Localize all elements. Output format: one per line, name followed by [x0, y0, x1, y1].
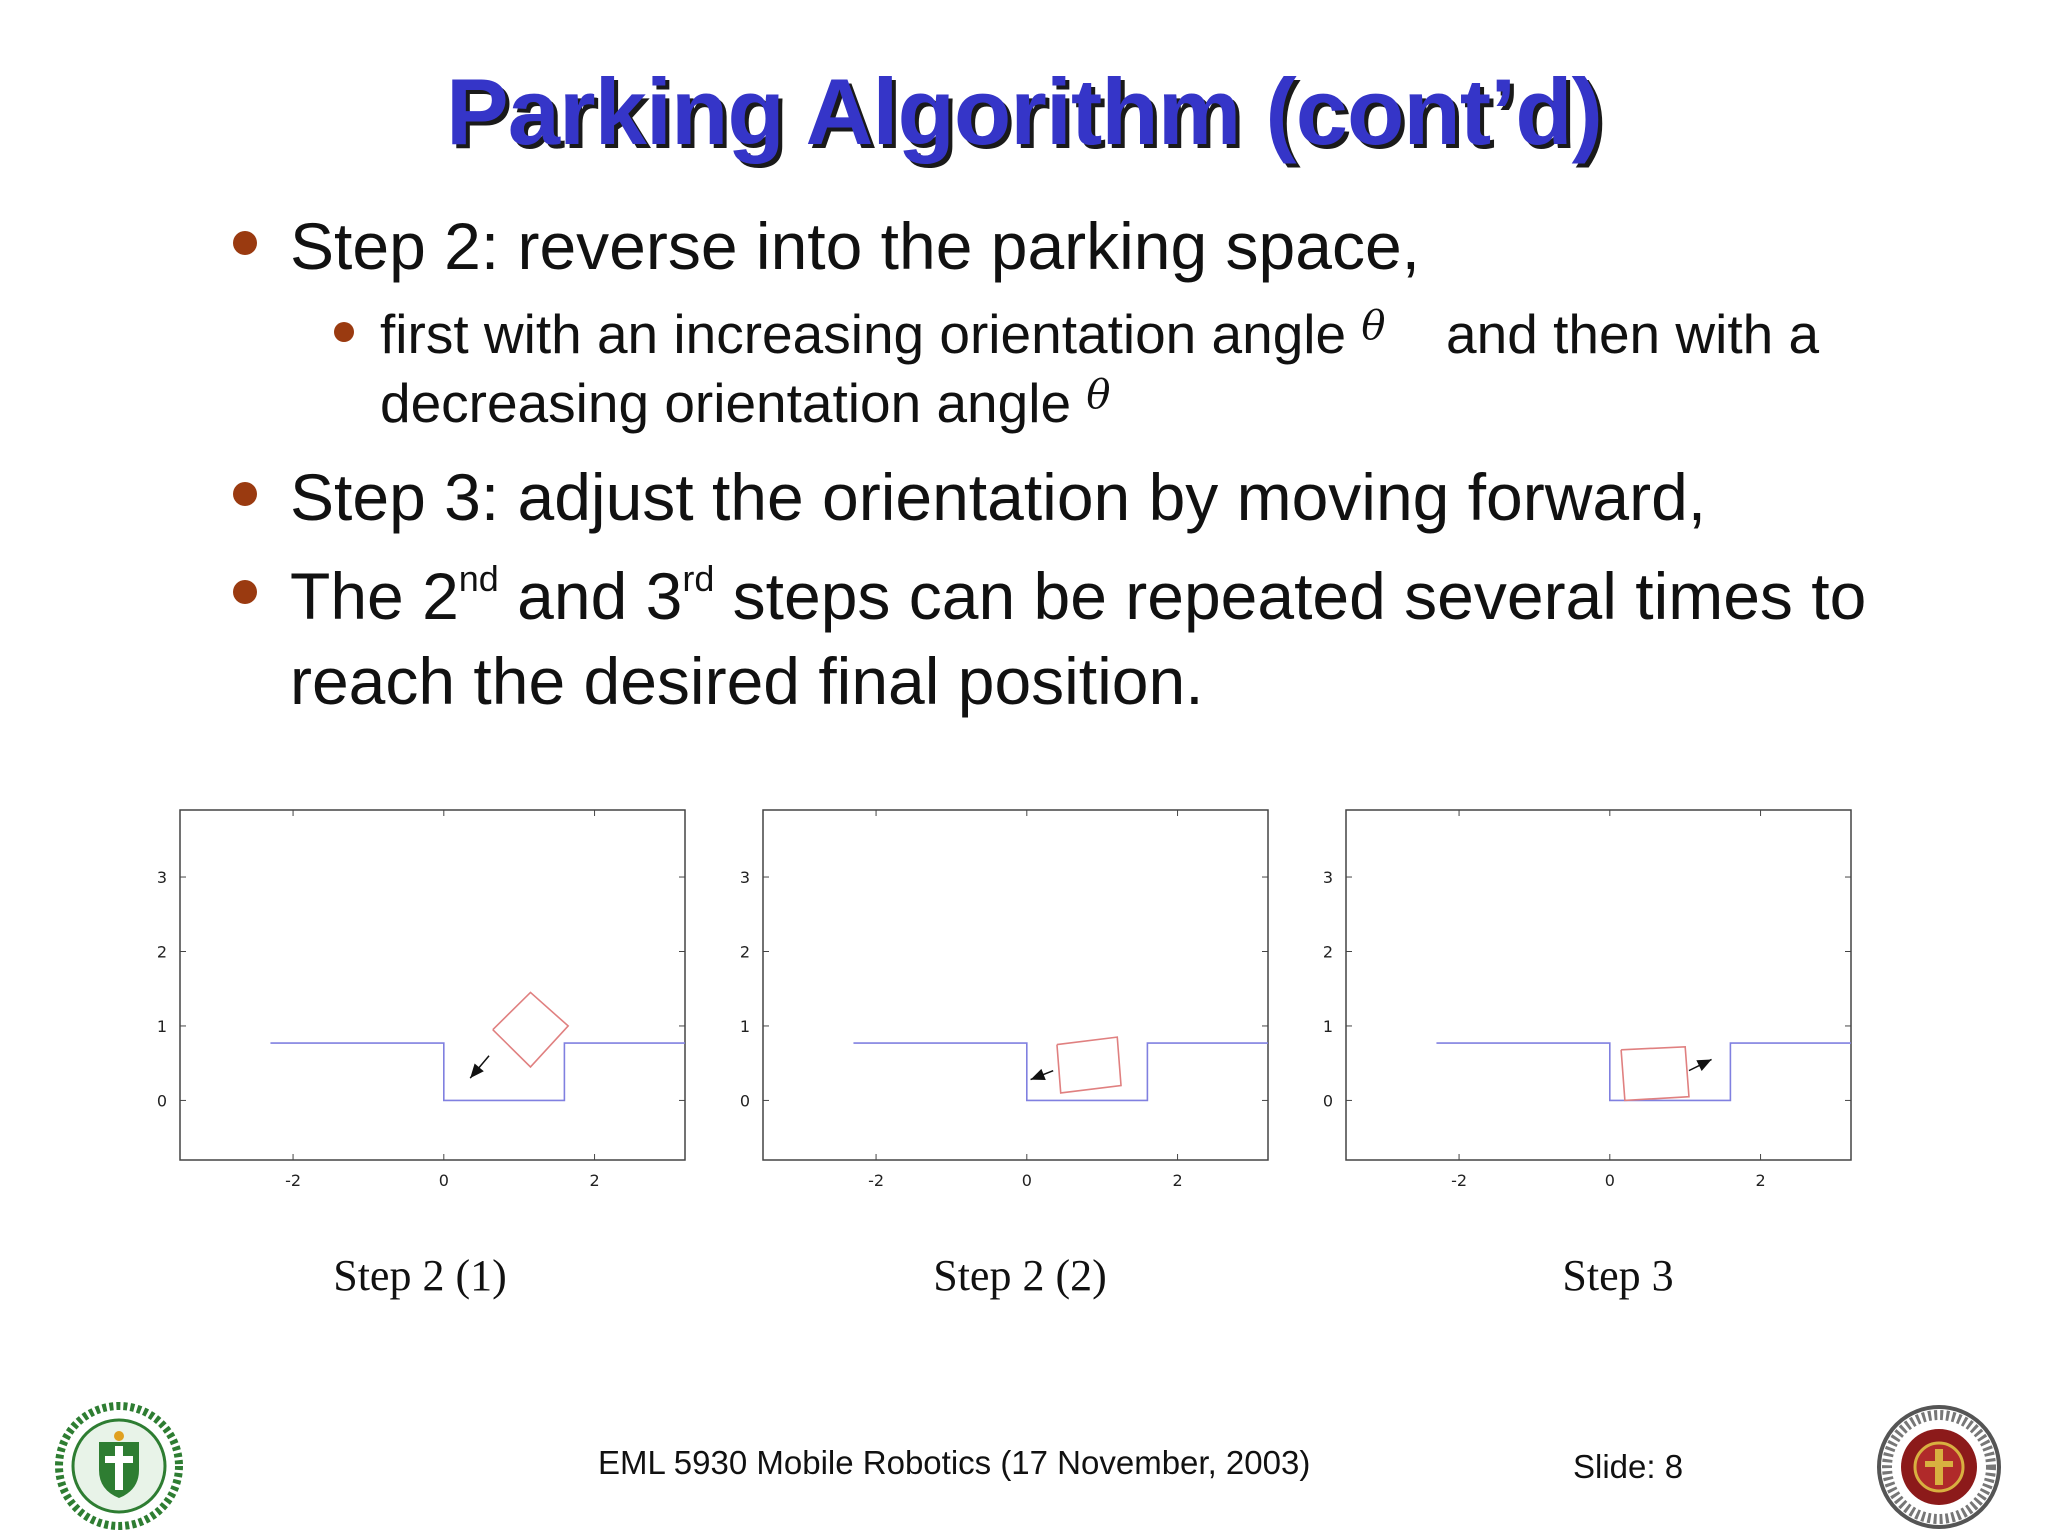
direction-arrow-head — [470, 1064, 484, 1079]
y-tick-label: 1 — [156, 1016, 168, 1036]
plot-frame — [180, 810, 685, 1160]
x-tick-label: 2 — [1755, 1171, 1766, 1190]
y-tick-label: 2 — [156, 942, 168, 962]
y-tick-label: 3 — [739, 868, 751, 888]
bullet-repeat-line-2: reach the desired final position. — [290, 644, 1204, 718]
caption-step-3: Step 3 — [1562, 1251, 1674, 1300]
x-tick-label: 2 — [1172, 1171, 1183, 1190]
bullet-dot — [233, 231, 257, 255]
y-tick-label: 2 — [1322, 942, 1334, 962]
plot-step-2-1 — [140, 800, 690, 1190]
caption-step-2-1: Step 2 (1) — [333, 1251, 507, 1300]
x-tick-label: -2 — [285, 1171, 302, 1190]
parking-space-line — [1436, 1043, 1851, 1100]
theta-symbol: θ — [1361, 303, 1386, 349]
vehicle-outline — [493, 992, 568, 1066]
x-tick-label: 0 — [1604, 1171, 1615, 1190]
superscript-rd: rd — [682, 558, 715, 599]
bullet-dot — [233, 580, 257, 604]
x-tick-label: -2 — [1451, 1171, 1468, 1190]
plot-step-3 — [1306, 800, 1856, 1190]
sub-bullet-line-1 — [380, 302, 1819, 366]
y-tick-label: 1 — [1322, 1016, 1334, 1036]
caption-step-2-2: Step 2 (2) — [933, 1251, 1107, 1300]
direction-arrow-head — [1031, 1069, 1046, 1080]
x-tick-label: 2 — [589, 1171, 600, 1190]
y-tick-label: 3 — [156, 868, 168, 888]
sub-bullet-line-2 — [380, 371, 1110, 435]
y-tick-label: 0 — [739, 1091, 751, 1111]
sub-bullet-text-a: first with an increasing orientation angle — [380, 303, 1347, 365]
bullet-step-2: Step 2: reverse into the parking space, — [290, 209, 1420, 283]
bullet-dot — [233, 482, 257, 506]
sub-bullet-text-b: and then with a — [1446, 303, 1820, 365]
fsu-seal-logo — [1876, 1404, 2002, 1530]
y-tick-label: 2 — [739, 942, 751, 962]
x-tick-label: 0 — [1021, 1171, 1032, 1190]
y-tick-label: 1 — [739, 1016, 751, 1036]
theta-symbol: θ — [1086, 372, 1111, 418]
sub-bullet-text-c: decreasing orientation angle — [380, 372, 1072, 434]
footer-slide-number: Slide: 8 — [1573, 1448, 1684, 1485]
plot-frame — [763, 810, 1268, 1160]
superscript-nd: nd — [458, 558, 499, 599]
y-tick-label: 0 — [1322, 1091, 1334, 1111]
vehicle-outline — [1621, 1047, 1689, 1101]
bullet-repeat-prefix: The 2 — [290, 559, 459, 633]
x-tick-label: -2 — [868, 1171, 885, 1190]
famu-seal-logo — [52, 1402, 186, 1530]
bullet-step-3: Step 3: adjust the orientation by moving forward, — [290, 460, 1707, 534]
plot-frame — [1346, 810, 1851, 1160]
bullet-repeat-line-1 — [290, 558, 1866, 634]
slide-title: Parking Algorithm (cont’d) — [446, 59, 1602, 164]
footer-course: EML 5930 Mobile Robotics (17 November, 2003) — [598, 1444, 1311, 1481]
vehicle-outline — [1057, 1037, 1121, 1093]
y-tick-label: 0 — [156, 1091, 168, 1111]
x-tick-label: 0 — [438, 1171, 449, 1190]
y-tick-label: 3 — [1322, 868, 1334, 888]
plot-step-2-2 — [723, 800, 1273, 1190]
sub-bullet-dot — [334, 322, 354, 342]
bullet-repeat-mid: and 3 — [498, 559, 683, 633]
bullet-repeat-suffix: steps can be repeated several times to — [714, 559, 1867, 633]
